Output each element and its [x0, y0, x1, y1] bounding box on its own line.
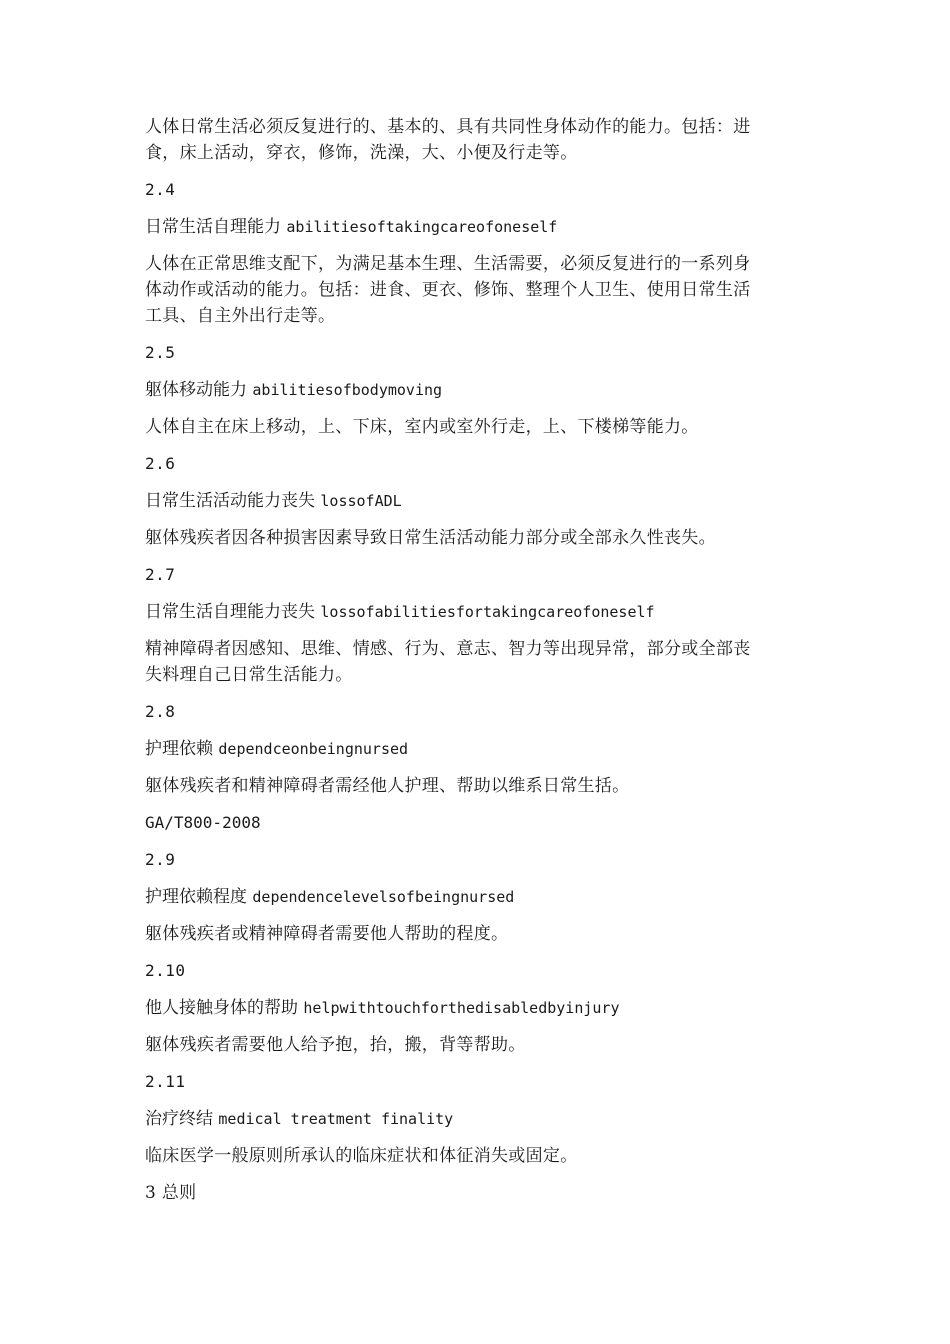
text-line: 人体在正常思维支配下，为满足基本生理、生活需要，必须反复进行的一系列身: [145, 254, 751, 274]
intro-definition: [145, 114, 810, 166]
clause-number: 2.10: [145, 961, 186, 980]
clause-number: 2.4: [145, 180, 176, 199]
term-en: dependceonbeingnursed: [218, 740, 409, 758]
text-line: 体动作或活动的能力。包括：进食、更衣、修饰、整理个人卫生、使用日常生活: [145, 280, 751, 300]
term-definition: [145, 251, 810, 329]
text-line: 人体自主在床上移动，上、下床，室内或室外行走，上、下楼梯等能力。: [145, 417, 699, 437]
term-zh: 他人接触身体的帮助: [145, 998, 298, 1018]
clause-number: 2.11: [145, 1072, 186, 1091]
term-heading: [145, 736, 810, 762]
text-line: 人体日常生活必须反复进行的、基本的、具有共同性身体动作的能力。包括：进: [145, 117, 751, 137]
text-line: 躯体残疾者和精神障碍者需经他人护理、帮助以维系日常生括。: [145, 776, 630, 796]
term-zh: 日常生活活动能力丧失: [145, 491, 315, 511]
term-en: lossofADL: [320, 492, 402, 510]
term-en: abilitiesofbodymoving: [252, 381, 443, 399]
term-heading: [145, 488, 810, 514]
term-zh: 护理依赖: [145, 739, 213, 759]
term-definition: [145, 636, 810, 688]
text-line: 躯体残疾者因各种损害因素导致日常生活活动能力部分或全部永久性丧失。: [145, 528, 716, 548]
term-zh: 日常生活自理能力丧失: [145, 602, 315, 622]
term-zh: 日常生活自理能力: [145, 217, 281, 237]
term-en: helpwithtouchforthedisabledbyinjury: [303, 999, 620, 1017]
term-en: medical treatment finality: [218, 1110, 454, 1128]
term-heading: [145, 599, 810, 625]
term-en: lossofabilitiesfortakingcareofoneself: [320, 603, 655, 621]
term-zh: 护理依赖程度: [145, 887, 247, 907]
term-heading: [145, 214, 810, 240]
term-en: abilitiesoftakingcareofoneself: [286, 218, 558, 236]
text-line: 躯体残疾者需要他人给予抱，抬，搬，背等帮助。: [145, 1035, 526, 1055]
term-definition: [145, 1032, 810, 1058]
term-en: dependencelevelsofbeingnursed: [252, 888, 515, 906]
term-definition: [145, 525, 810, 551]
text-line: 躯体残疾者或精神障碍者需要他人帮助的程度。: [145, 924, 509, 944]
clause-number: 2.7: [145, 565, 176, 584]
clause-number: 2.8: [145, 702, 176, 721]
term-zh: 治疗终结: [145, 1109, 213, 1129]
text-line: 食，床上活动，穿衣，修饰，洗澡，大、小便及行走等。: [145, 143, 578, 163]
standard-reference: GA/T800-2008: [145, 813, 261, 832]
text-line: 精神障碍者因感知、思维、情感、行为、意志、智力等出现异常，部分或全部丧: [145, 639, 751, 659]
term-heading: [145, 995, 810, 1021]
section-heading: 3 总则: [145, 1183, 197, 1203]
text-line: 临床医学一般原则所承认的临床症状和体征消失或固定。: [145, 1146, 578, 1166]
term-definition: [145, 921, 810, 947]
text-line: 失料理自己日常生活能力。: [145, 665, 353, 685]
term-zh: 躯体移动能力: [145, 380, 247, 400]
clause-number: 2.5: [145, 343, 176, 362]
term-heading: [145, 1106, 810, 1132]
term-heading: [145, 884, 810, 910]
clause-number: 2.6: [145, 454, 176, 473]
text-line: 工具、自主外出行走等。: [145, 306, 336, 326]
term-definition: [145, 1143, 810, 1169]
term-heading: [145, 377, 810, 403]
term-definition: [145, 773, 810, 799]
clause-number: 2.9: [145, 850, 176, 869]
document-body: [145, 114, 810, 1217]
term-definition: [145, 414, 810, 440]
